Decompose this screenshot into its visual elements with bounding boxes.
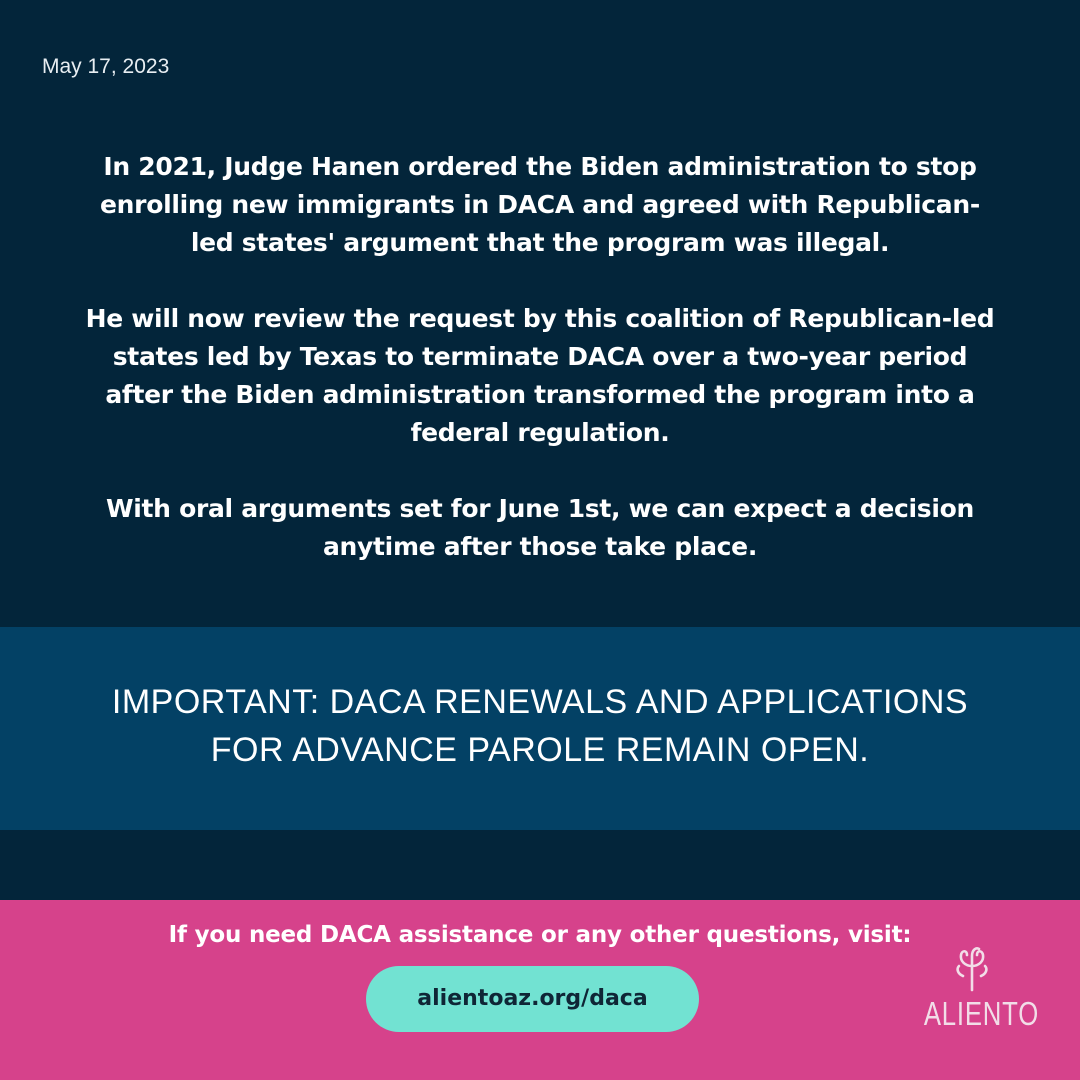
important-notice xyxy=(60,678,1020,774)
flame-swirl-icon xyxy=(950,942,994,992)
paragraph-review: He will now review the request by this coalition of Republican-led states led by Texas to terminate DACA over a two-year period after the Biden administration transformed the program into a federal regulation. xyxy=(85,304,995,447)
daca-link-button[interactable]: alientoaz.org/daca xyxy=(366,966,699,1032)
important-line-2: FOR ADVANCE PAROLE REMAIN OPEN. xyxy=(210,731,870,769)
cta-text: If you need DACA assistance or any other questions, visit: xyxy=(168,922,912,948)
important-line-1: IMPORTANT: DACA RENEWALS AND APPLICATIONS xyxy=(111,683,969,721)
aliento-logo xyxy=(910,942,1039,1042)
paragraph-arguments: With oral arguments set for June 1st, we can expect a decision anytime after those take place. xyxy=(105,494,975,561)
article-body xyxy=(80,148,1000,566)
logo-wordmark: ALIENTO xyxy=(923,995,1039,1032)
post-date: May 17, 2023 xyxy=(42,55,170,78)
paragraph-ruling: In 2021, Judge Hanen ordered the Biden administration to stop enrolling new immigrants in DACA and agreed with Republican-led states' argument that the program was illegal. xyxy=(100,152,980,257)
